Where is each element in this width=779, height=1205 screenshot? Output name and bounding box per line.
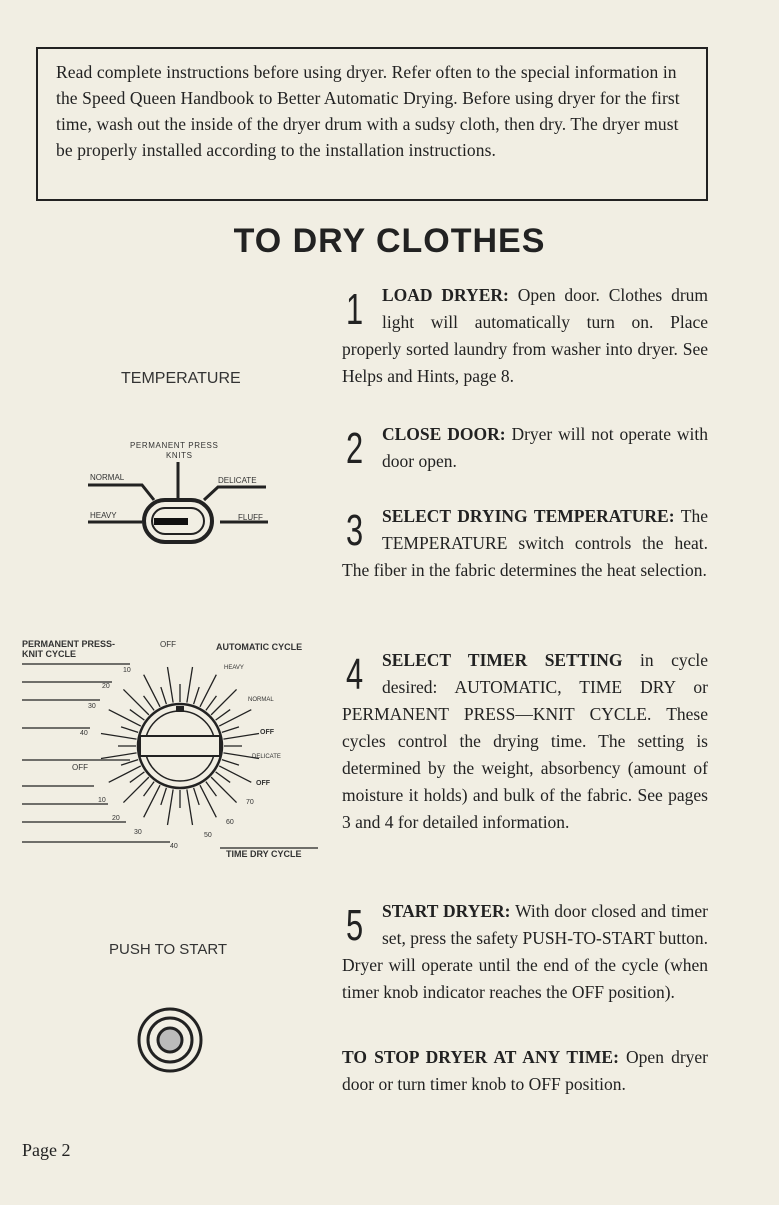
step-title: SELECT DRYING TEMPERATURE: (382, 506, 675, 526)
timer-number: 10 (123, 667, 131, 674)
timer-number: 40 (80, 730, 88, 737)
step-2 (342, 421, 708, 475)
stop-instructions (342, 1044, 708, 1098)
temp-perm-press-label: PERMANENT PRESS (130, 441, 219, 450)
timer-ray (187, 667, 193, 703)
timer-knob-indicator (176, 706, 184, 712)
timer-ray (211, 777, 236, 802)
timer-ray (161, 687, 167, 704)
timer-ray (123, 777, 148, 802)
timer-off-r1-label: OFF (260, 729, 274, 736)
timer-ray (222, 727, 239, 733)
step-1 (342, 282, 708, 390)
step-number: 1 (346, 285, 364, 334)
push-to-start-button-diagram[interactable] (135, 1005, 205, 1075)
timer-ray (200, 785, 216, 817)
temp-normal-label: NORMAL (90, 473, 125, 482)
timer-ray (194, 687, 200, 704)
timer-ray (219, 766, 251, 782)
notice-box: Read complete instructions before using dryer. Refer often to the special information in the Speed Queen Handbook to Better Automatic Drying. Before using dryer for the first time, wash out the inside of the dryer drum with a sudsy cloth, then dry. The dryer must be properly installed according to the installation instructions. (36, 47, 708, 201)
timer-ray (194, 788, 200, 805)
timer-time-dry-label: TIME DRY CYCLE (226, 849, 302, 859)
step-5 (342, 898, 708, 1006)
temp-knits-label: KNITS (166, 451, 193, 460)
timer-ray (206, 696, 217, 711)
timer-number: 30 (88, 703, 96, 710)
step-number: 4 (346, 650, 364, 699)
step-text: Open door. Clothes drum light will automatically turn on. Place properly sorted laundry from washer into dryer. See Helps and Hints, page 8. (342, 285, 709, 386)
timer-ray (130, 710, 145, 721)
timer-ray (219, 710, 251, 726)
timer-number: 60 (226, 819, 234, 826)
timer-ray (144, 675, 160, 707)
timer-off-top-label: OFF (160, 640, 176, 649)
timer-number: 70 (246, 799, 254, 806)
timer-number: 30 (134, 829, 142, 836)
step-number: 2 (346, 424, 364, 473)
temp-delicate-label: DELICATE (218, 476, 257, 485)
timer-normal-label: NORMAL (248, 697, 274, 703)
timer-number: 50 (204, 832, 212, 839)
timer-off-left-label: OFF (72, 763, 88, 772)
timer-number: 20 (112, 815, 120, 822)
timer-ray (109, 766, 141, 782)
temp-heavy-label: HEAVY (90, 511, 117, 520)
timer-knit-cycle-label: KNIT CYCLE (22, 649, 76, 659)
timer-ray (187, 789, 193, 825)
temp-tick (204, 487, 266, 500)
timer-ray (109, 710, 141, 726)
timer-ray (161, 788, 167, 805)
timer-ray (223, 733, 259, 739)
timer-ray (206, 782, 217, 797)
step-text: in cycle desired: AUTOMATIC, TIME DRY or PERMANENT PRESS—KNIT CYCLE. These cycles control the drying time. The setting is determined by the weight, absorbency (amount of moisture it holds) and bulk of the fabric. See pages 3 and 4 for detailed information. (342, 650, 709, 832)
temperature-knob-indicator (154, 518, 188, 525)
timer-ray (101, 733, 137, 739)
step-4 (342, 647, 708, 836)
timer-ray (130, 772, 145, 783)
push-to-start-label: PUSH TO START (109, 941, 228, 958)
timer-ray (167, 667, 173, 703)
timer-automatic-label: AUTOMATIC CYCLE (216, 642, 303, 652)
timer-ray (211, 689, 236, 714)
timer-ray (200, 675, 216, 707)
step-title: START DRYER: (382, 901, 511, 921)
timer-ray (144, 785, 160, 817)
stop-title: TO STOP DRYER AT ANY TIME: (342, 1047, 619, 1067)
step-number: 3 (346, 506, 364, 555)
timer-knob-bar (140, 736, 220, 756)
timer-ray (144, 696, 155, 711)
timer-ray (121, 727, 138, 733)
temperature-switch-diagram (80, 430, 280, 550)
step-title: SELECT TIMER SETTING (382, 650, 623, 670)
timer-number: 10 (98, 797, 106, 804)
timer-perm-press-label: PERMANENT PRESS- (22, 639, 116, 649)
timer-delicate-label: DELICATE (252, 754, 281, 760)
timer-ray (222, 760, 239, 766)
step-text: With door closed and timer set, press the safety PUSH-TO-START button. Dryer will operate until the end of the cycle (when timer knob indicator reaches the OFF position). (342, 901, 709, 1002)
push-button-center (158, 1028, 182, 1052)
timer-ray (216, 772, 231, 783)
step-text: The TEMPERATURE switch controls the heat. The fiber in the fabric determines the heat selection. (342, 506, 709, 580)
step-title: LOAD DRYER: (382, 285, 509, 305)
timer-off-r2-label: OFF (256, 780, 270, 787)
step-title: CLOSE DOOR: (382, 424, 506, 444)
timer-ray (144, 782, 155, 797)
timer-ray (123, 689, 148, 714)
timer-number: 20 (102, 683, 110, 690)
timer-dial-diagram (20, 636, 320, 864)
temp-fluff-label: FLUFF (238, 513, 263, 522)
timer-number: 40 (170, 843, 178, 850)
temp-tick (88, 485, 154, 500)
step-text: Dryer will not operate with door open. (382, 424, 708, 471)
timer-ray (167, 789, 173, 825)
temperature-label: TEMPERATURE (121, 370, 241, 387)
page-title: TO DRY CLOTHES (233, 222, 546, 260)
step-number: 5 (346, 901, 364, 950)
page-number: Page 2 (22, 1140, 71, 1160)
timer-ray (101, 753, 137, 759)
timer-ray (216, 710, 231, 721)
stop-text: Open dryer door or turn timer knob to OFF position. (342, 1047, 709, 1094)
timer-heavy-label: HEAVY (224, 665, 244, 671)
step-3 (342, 503, 708, 584)
